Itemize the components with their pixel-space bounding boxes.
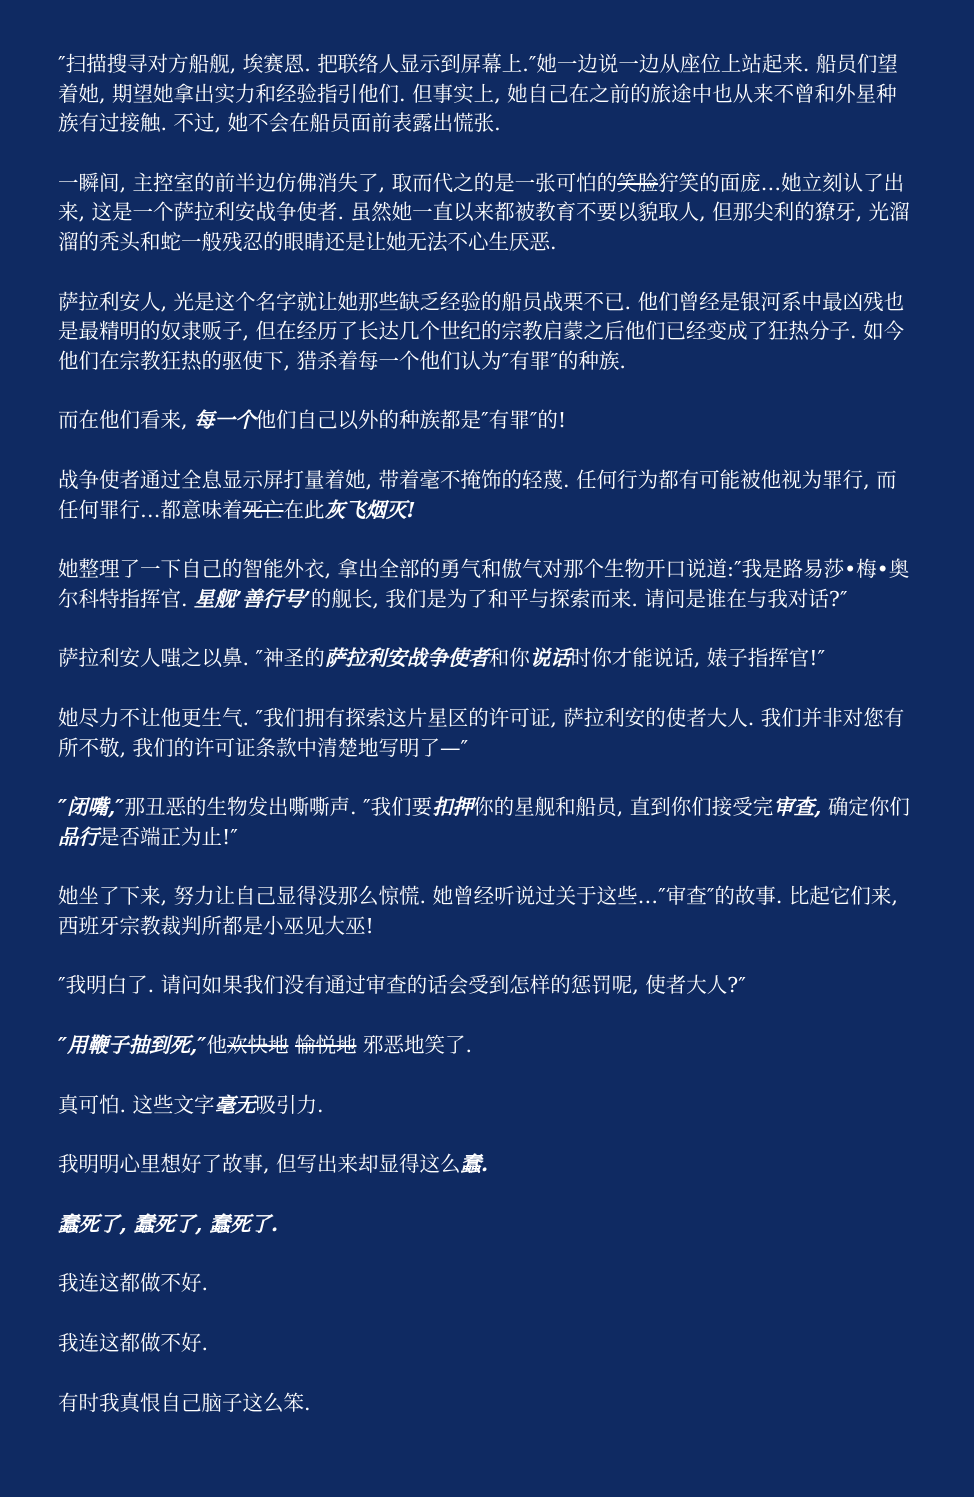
text-run: 的舰长, 我们是为了和平与探索而来. 请问是谁在与我对话?″ (310, 586, 848, 611)
text-run: 真可怕. 这些文字 (58, 1092, 215, 1117)
text-run: 在此 (283, 497, 325, 522)
emphasized-text: 说话 (529, 646, 571, 671)
text-run: 吸引力. (255, 1092, 324, 1117)
emphasized-text: 每一个 (194, 408, 256, 433)
story-paragraph (58, 1031, 914, 1061)
story-paragraph (58, 1210, 914, 1240)
text-run: 战争使者通过全息显示屏打量着她, 带着毫不掩饰的轻蔑. 任何行为都有可能被他视为罪行, 而任何罪行…都意味着 (58, 467, 897, 522)
text-run: 他们自己以外的种族都是″有罪″的! (255, 408, 567, 433)
emphasized-text: ″闭嘴,″ (58, 795, 125, 820)
text-run: 她整理了一下自己的智能外衣, 拿出全部的勇气和傲气对那个生物开口说道:″我是路易莎•梅•奥尔科特指挥官. (58, 557, 910, 611)
text-run: 他 (206, 1033, 227, 1058)
text-run: 那丑恶的生物发出嘶嘶声. ″我们要 (124, 795, 433, 820)
struck-text: 死亡 (242, 497, 284, 522)
story-paragraph (58, 1091, 914, 1121)
emphasized-text: 萨拉利安战争使者 (324, 646, 489, 671)
text-run: 时你才能说话, 婊子指挥官!″ (570, 646, 826, 671)
emphasized-text: 品行 (58, 824, 99, 849)
struck-text: 欢快地 (226, 1033, 289, 1058)
emphasized-text: 毫无 (214, 1092, 256, 1117)
story-paragraph (58, 1150, 914, 1180)
emphasized-text: 蠢. (460, 1152, 489, 1177)
story-paragraph (58, 793, 914, 852)
text-run: 和你 (488, 646, 530, 671)
text-run: 你的星舰和船员, 直到你们接受完 (473, 795, 774, 820)
text-run: 邪恶地笑了. (356, 1033, 473, 1058)
story-paragraph (58, 1389, 914, 1419)
story-paragraph (58, 555, 914, 614)
story-paragraph (58, 971, 914, 1001)
text-run: 她坐了下来, 努力让自己显得没那么惊慌. 她曾经听说过关于这些…″审查″的故事. 比起它们来, 西班牙宗教裁判所都是小巫见大巫! (58, 884, 898, 938)
story-paragraph (58, 169, 914, 258)
emphasized-text: 星舰’善行号’ (194, 586, 311, 611)
story-paragraph (58, 882, 914, 941)
text-run: 是否端正为止!″ (99, 824, 238, 849)
text-run: 而在他们看来, (58, 408, 195, 433)
story-paragraph (58, 466, 914, 525)
emphasized-text: 审查, (773, 795, 822, 820)
text-run: 我连这都做不好. (58, 1271, 209, 1296)
story-paragraph (58, 50, 914, 139)
story-paragraph (58, 288, 914, 377)
text-run: 有时我真恨自己脑子这么笨. (58, 1390, 311, 1415)
emphasized-text: 灰飞烟灭! (324, 497, 416, 522)
story-paragraph (58, 644, 914, 674)
text-run: 狞笑的面庞…她立刻认了出来, 这是一个萨拉利安战争使者. 虽然她一直以来都被教育不要以貌取人, 但那尖利的獠牙, 光溜溜的秃头和蛇一般残忍的眼睛还是让她无法不心生厌恶. (58, 170, 910, 254)
text-run: 萨拉利安人嗤之以鼻. ″神圣的 (58, 646, 325, 671)
text-run: ″扫描搜寻对方船舰, 埃赛恩. 把联络人显示到屏幕上.″她一边说一边从座位上站起来. 船员们望着她, 期望她拿出实力和经验指引他们. 但事实上, 她自己在之前的旅途中也从来不曾和外星种族有过接触. 不过, 她不会在船员面前表露出慌张. (58, 52, 898, 136)
emphasized-text: 扣押 (432, 795, 474, 820)
emphasized-text: 蠢死了, 蠢死了, 蠢死了. (58, 1211, 279, 1236)
text-run: 我连这都做不好. (58, 1331, 209, 1356)
emphasized-text: ″用鞭子抽到死,″ (58, 1033, 207, 1058)
text-run: 一瞬间, 主控室的前半边仿佛消失了, 取而代之的是一张可怕的 (58, 170, 618, 195)
text-run: 确定你们 (821, 795, 910, 820)
story-paragraph (58, 704, 914, 763)
text-run: 我明明心里想好了故事, 但写出来却显得这么 (58, 1152, 461, 1177)
text-run: 她尽力不让他更生气. ″我们拥有探索这片星区的许可证, 萨拉利安的使者大人. 我们并非对您有所不敬, 我们的许可证条款中清楚地写明了—″ (58, 705, 905, 760)
story-paragraph (58, 1269, 914, 1299)
struck-text: 愉悦地 (295, 1033, 357, 1058)
text-run: 萨拉利安人, 光是这个名字就让她那些缺乏经验的船员战栗不已. 他们曾经是银河系中最凶残也是最精明的奴隶贩子, 但在经历了长达几个世纪的宗教启蒙之后他们已经变成了狂热分子. 如今他们在宗教狂热的驱使下, 猎杀着每一个他们认为″有罪″的种族. (58, 289, 905, 373)
struck-text: 笑脸 (617, 170, 659, 195)
text-run: ″我明白了. 请问如果我们没有通过审查的话会受到怎样的惩罚呢, 使者大人?″ (58, 973, 746, 998)
story-paragraph (58, 1329, 914, 1359)
story-paragraph (58, 406, 914, 436)
